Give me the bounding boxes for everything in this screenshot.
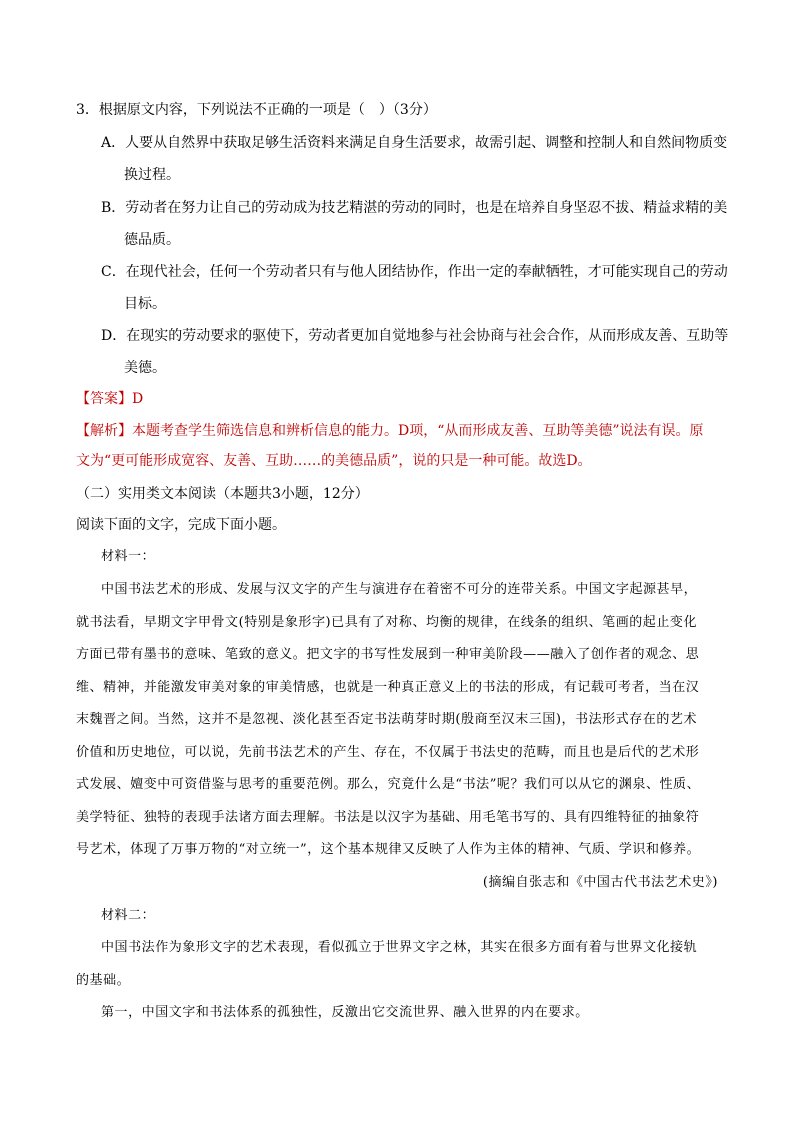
analysis-label: 【解析】 [76,423,132,439]
material1-line: 号艺术，体现了万事万物的“对立统一”，这个基本规律又反映了人作为主体的精神、气质、学识和修养。 [76,842,701,857]
material1-label: 材料一： [101,549,156,564]
material1-line: 价值和历史地位，可以说，先前书法艺术的产生、存在，不仅属于书法史的范畴，而且也是后代的艺术形 [76,745,700,760]
answer-row [76,389,143,409]
material2-line: 中国书法作为象形文字的艺术表现，看似孤立于世界文字之林，其实在很多方面有着与世界文化接轨 [101,940,698,955]
answer-label: 【答案】 [76,391,132,407]
material1-source: (摘编自张志和《中国古代书法艺术史》) [482,875,718,890]
material1-line: 方面已带有墨书的意味、笔致的意义。把文字的书写性发展到一种审美阶段——融入了创作者的观念、思 [76,647,700,662]
option-c-line1: C．在现代社会，任何一个劳动者只有与他人团结协作，作出一定的奉献牺牲，才可能实现自己的劳动 [101,264,728,280]
option-a-line1: A．人要从自然界中获取足够生活资料来满足自身生活要求，故需引起、调整和控制人和自然间物质变 [101,135,728,151]
option-c-line2: 目标。 [124,296,166,312]
material1-line: 就书法看，早期文字甲骨文(特别是象形字)已具有了对称、均衡的规律，在线条的组织、笔画的起止变化 [76,615,697,630]
question-stem: 3．根据原文内容，下列说法不正确的一项是（ ）（3分） [76,102,437,118]
option-d-line1: D．在现实的劳动要求的驱使下，劳动者更加自觉地参与社会协商与社会合作，从而形成友善、互助等 [101,328,729,344]
material2-line: 的基础。 [76,973,131,988]
option-a-line2: 换过程。 [124,167,180,183]
option-d-line2: 美德。 [124,360,166,376]
section-heading: （二）实用类文本阅读（本题共3小题，12分） [76,486,369,502]
material1-line: 末魏晋之间。当然，这并不是忽视、淡化甚至否定书法萌芽时期(殷商至汉末三国)，书法形式存在的艺术 [76,712,697,727]
material2-label: 材料二： [101,908,156,923]
material1-line: 中国书法艺术的形成、发展与汉文字的产生与演进存在着密不可分的连带关系。中国文字起源甚早， [101,582,698,597]
material2-line: 第一，中国文字和书法体系的孤独性，反激出它交流世界、融入世界的内在要求。 [101,1005,589,1020]
analysis-text-1: 本题考查学生筛选信息和辨析信息的能力。D项，“从而形成友善、互助等美德”说法有误。原 [132,423,704,439]
material1-line: 式发展、嬗变中可资借鉴与思考的重要范例。那么，究竟什么是“书法”呢？我们可以从它的渊泉、性质、 [76,777,701,792]
option-b-line2: 德品质。 [124,232,180,248]
material1-line: 维、精神，并能激发审美对象的审美情感，也就是一种真正意义上的书法的形成，有记载可考者，当在汉 [76,680,700,695]
analysis-line1 [76,421,704,441]
analysis-line2: 文为“更可能形成宽容、友善、互助……的美德品质”，说的只是一种可能。故选D。 [76,453,592,469]
material1-line: 美学特征、独特的表现手法诸方面去理解。书法是以汉字为基础、用毛笔书写的、具有四维特征的抽象符 [76,810,700,825]
section-instruction: 阅读下面的文字，完成下面小题。 [76,517,286,533]
answer-value: D [132,391,144,407]
option-b-line1: B．劳动者在努力让自己的劳动成为技艺精湛的劳动的同时，也是在培养自身坚忍不拔、精益求精的美 [101,200,728,216]
